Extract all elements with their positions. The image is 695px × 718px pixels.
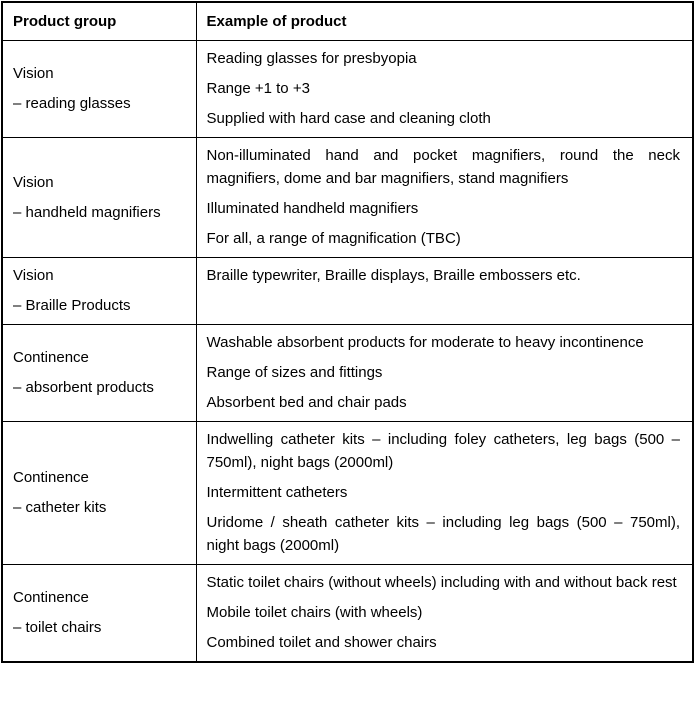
example-text: Intermittent catheters — [206, 484, 348, 501]
example-text: Reading glasses for presbyopia — [206, 50, 417, 67]
example-text: Range +1 to +3 — [206, 80, 310, 97]
table-row-vision-reading-glasses — [2, 41, 693, 138]
example-text: Uridome / sheath catheter kits – including leg bags (500 – 750ml), night bags (2000ml) — [206, 514, 680, 554]
product-table — [1, 1, 694, 663]
product-group-cell — [2, 41, 196, 138]
example-cell — [196, 138, 693, 258]
group-subname: – Braille Products — [13, 297, 131, 314]
group-subname: – toilet chairs — [13, 619, 102, 636]
example-cell — [196, 565, 693, 663]
example-text: Illuminated handheld magnifiers — [206, 200, 419, 217]
example-text: Washable absorbent products for moderate to heavy incontinence — [206, 334, 644, 351]
example-text: Combined toilet and shower chairs — [206, 634, 437, 651]
example-text: Static toilet chairs (without wheels) including with and without back rest — [206, 574, 677, 591]
table-row-continence-catheter-kits — [2, 422, 693, 565]
example-text: For all, a range of magnification (TBC) — [206, 230, 461, 247]
product-group-cell — [2, 565, 196, 663]
example-cell — [196, 41, 693, 138]
group-name: Vision — [13, 173, 54, 191]
example-text: Mobile toilet chairs (with wheels) — [206, 604, 423, 621]
group-subname: – absorbent products — [13, 379, 154, 396]
product-group-cell — [2, 422, 196, 565]
group-name: Continence — [13, 589, 89, 606]
group-subname: – reading glasses — [13, 95, 131, 112]
example-text: Indwelling catheter kits – including foley catheters, leg bags (500 – 750ml), night bags (2000ml) — [206, 431, 680, 471]
example-text: Absorbent bed and chair pads — [206, 394, 407, 411]
table-row-continence-toilet-chairs — [2, 565, 693, 663]
product-group-cell — [2, 325, 196, 422]
example-cell — [196, 258, 693, 325]
example-text: Supplied with hard case and cleaning cloth — [206, 110, 491, 127]
group-subname: – handheld magnifiers — [13, 203, 161, 221]
group-name: Continence — [13, 349, 89, 366]
group-name: Vision — [13, 267, 54, 284]
header-row — [2, 2, 693, 41]
group-name: Vision — [13, 65, 54, 82]
group-name: Continence — [13, 469, 89, 486]
example-text: Braille typewriter, Braille displays, Braille embossers etc. — [206, 267, 581, 284]
product-group-cell — [2, 258, 196, 325]
table-row-vision-braille-products — [2, 258, 693, 325]
column-header-example-of-product: Example of product — [196, 2, 693, 41]
table-row-vision-handheld-magnifiers — [2, 138, 693, 258]
example-text: Non-illuminated hand and pocket magnifiers, round the neck magnifiers, dome and bar magnifiers, stand magnifiers — [206, 147, 680, 187]
example-cell — [196, 325, 693, 422]
product-group-cell — [2, 138, 196, 258]
table-row-continence-absorbent-products — [2, 325, 693, 422]
example-text: Range of sizes and fittings — [206, 364, 383, 381]
group-subname: – catheter kits — [13, 499, 107, 516]
example-cell — [196, 422, 693, 565]
column-header-product-group: Product group — [2, 2, 196, 41]
